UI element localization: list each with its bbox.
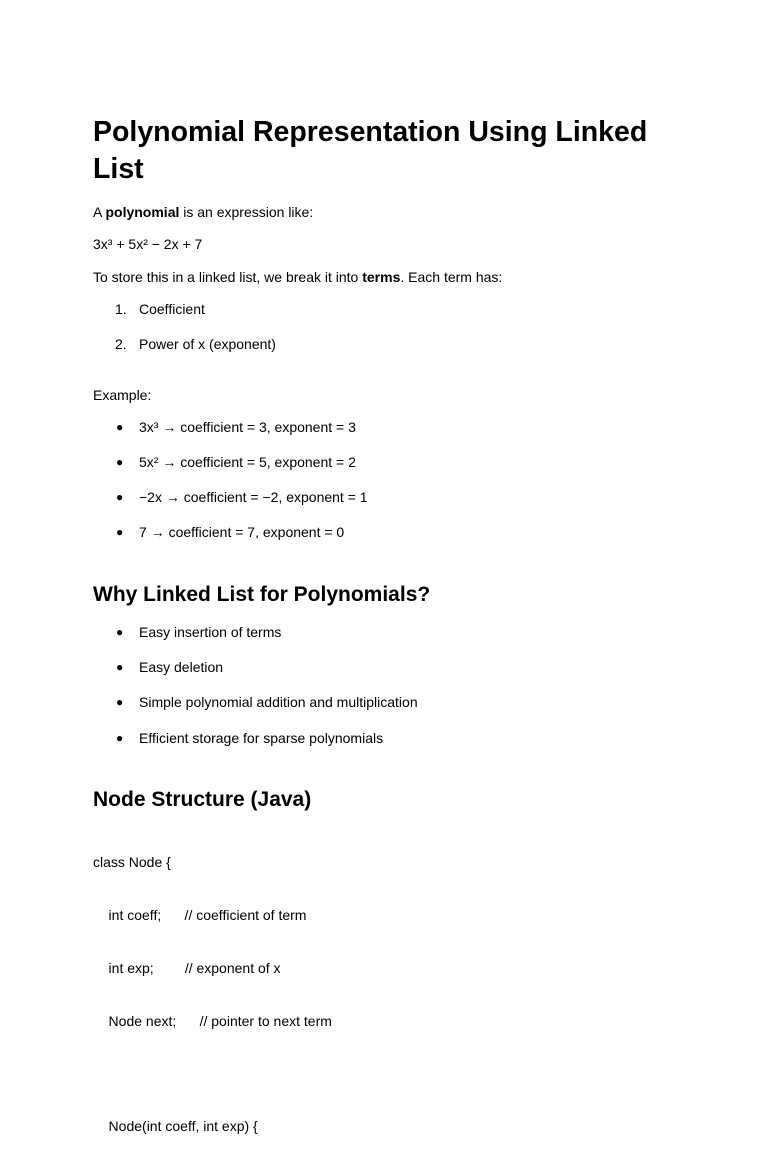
- list-item-text: 5x² → coefficient = 5, exponent = 2: [139, 454, 356, 470]
- list-number: 1.: [115, 301, 127, 317]
- code-line: [93, 1065, 332, 1083]
- node-structure-heading: Node Structure (Java): [93, 788, 312, 811]
- list-item-text: 3x³ → coefficient = 3, exponent = 3: [139, 419, 356, 435]
- list-item-text: Simple polynomial addition and multiplication: [139, 694, 418, 710]
- terms-prefix: To store this in a linked list, we break it into: [93, 269, 363, 285]
- bullet-icon: ●: [116, 455, 124, 469]
- list-item-text: 7 → coefficient = 7, exponent = 0: [139, 524, 345, 540]
- bullet-icon: ●: [116, 695, 124, 709]
- polynomial-expression: 3x³ + 5x² − 2x + 7: [93, 236, 203, 252]
- intro-paragraph: [93, 203, 313, 221]
- why-heading: Why Linked List for Polynomials?: [93, 583, 431, 606]
- intro-prefix: A: [93, 204, 106, 220]
- intro-suffix: is an expression like:: [179, 204, 314, 220]
- bullet-icon: ●: [116, 490, 124, 504]
- bullet-icon: ●: [116, 525, 124, 539]
- code-line: class Node {: [93, 854, 171, 871]
- code-block: [93, 819, 332, 1171]
- terms-paragraph: [93, 268, 502, 286]
- list-item-text: Easy deletion: [139, 659, 224, 675]
- code-line: int coeff; // coefficient of term: [93, 906, 307, 923]
- terms-bold-word: terms: [362, 269, 401, 285]
- page-title: Polynomial Representation Using Linked List: [93, 116, 648, 185]
- code-line: Node(int coeff, int exp) {: [93, 1118, 258, 1135]
- list-item-text: Power of x (exponent): [139, 336, 276, 352]
- list-number: 2.: [115, 336, 127, 352]
- intro-bold-term: polynomial: [105, 204, 180, 220]
- example-label: Example:: [93, 387, 152, 403]
- list-item-text: Easy insertion of terms: [139, 624, 282, 640]
- code-line: int exp; // exponent of x: [93, 959, 281, 976]
- terms-suffix: . Each term has:: [400, 269, 503, 285]
- bullet-icon: ●: [116, 731, 124, 745]
- list-item-text: −2x → coefficient = −2, exponent = 1: [139, 489, 368, 505]
- bullet-icon: ●: [116, 625, 124, 639]
- bullet-icon: ●: [116, 420, 124, 434]
- list-item-text: Coefficient: [139, 301, 205, 317]
- code-line: Node next; // pointer to next term: [93, 1012, 332, 1029]
- list-item-text: Efficient storage for sparse polynomials: [139, 730, 384, 746]
- bullet-icon: ●: [116, 660, 124, 674]
